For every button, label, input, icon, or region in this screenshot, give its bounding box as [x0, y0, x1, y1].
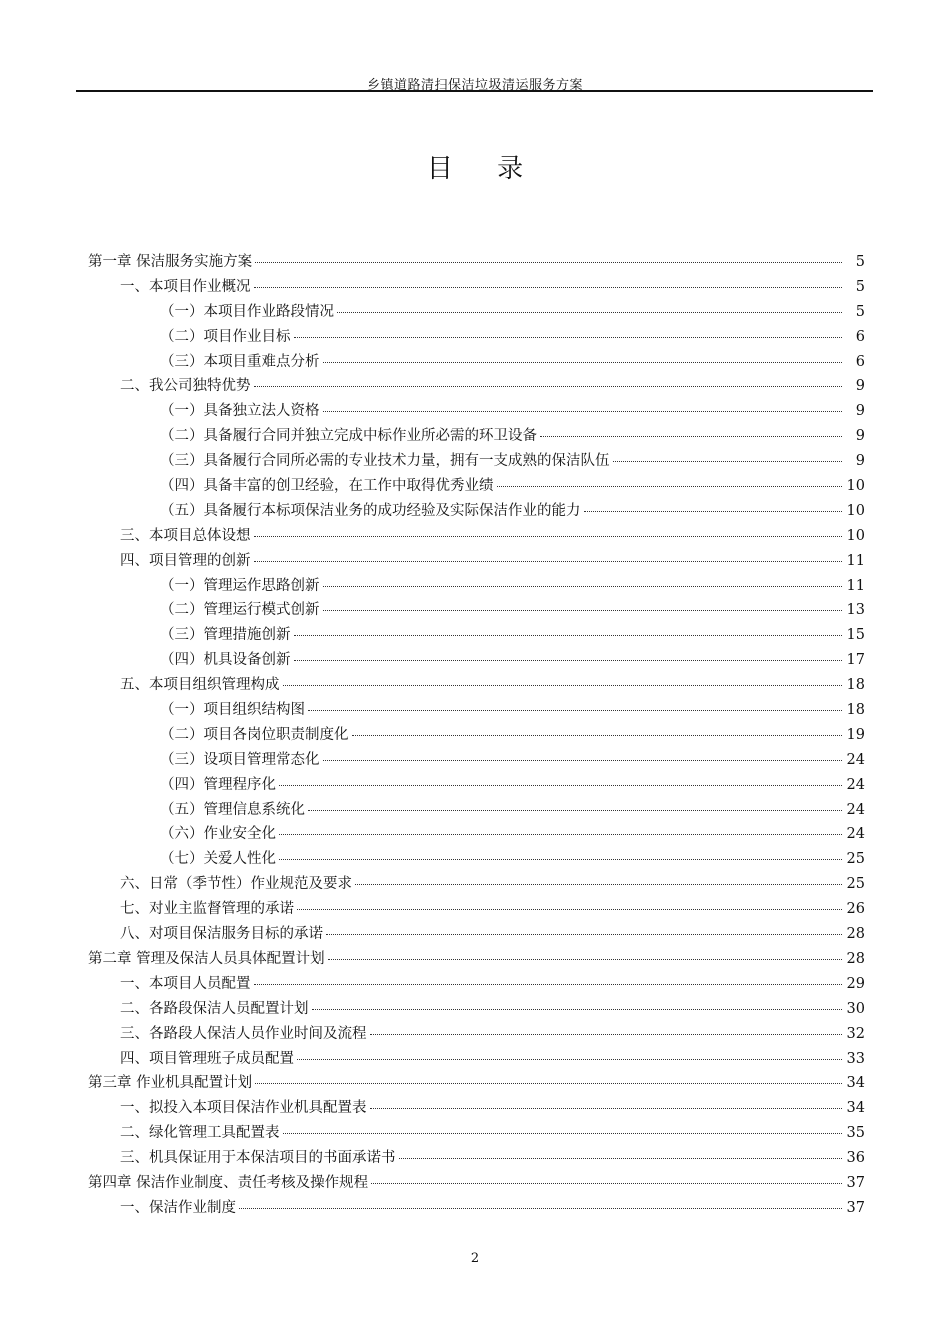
toc-dot-leader	[308, 810, 842, 811]
toc-entry[interactable]	[88, 374, 865, 399]
toc-entry[interactable]	[88, 1047, 865, 1072]
toc-entry-page: 29	[846, 975, 865, 992]
toc-dot-leader	[279, 859, 842, 860]
toc-entry[interactable]	[88, 1096, 865, 1121]
toc-entry-label: 四、项目管理班子成员配置	[120, 1050, 294, 1067]
toc-entry[interactable]	[88, 399, 865, 424]
toc-dot-leader	[540, 436, 842, 437]
toc-entry[interactable]	[88, 275, 865, 300]
toc-entry-page: 26	[846, 901, 865, 918]
toc-entry-label: 六、日常（季节性）作业规范及要求	[120, 876, 352, 893]
toc-entry-label: （四）机具设备创新	[160, 652, 291, 669]
toc-entry-page: 28	[846, 950, 865, 967]
toc-entry-label: 四、项目管理的创新	[120, 552, 251, 569]
toc-entry[interactable]	[88, 449, 865, 474]
toc-entry-page: 30	[846, 1000, 865, 1017]
toc-dot-leader	[355, 884, 842, 885]
toc-entry-label: （一）项目组织结构图	[160, 702, 305, 719]
toc-entry-label: 五、本项目组织管理构成	[120, 677, 280, 694]
toc-entry[interactable]	[88, 997, 865, 1022]
toc-dot-leader	[279, 834, 842, 835]
toc-entry-page: 24	[846, 751, 865, 768]
toc-entry-label: （三）本项目重难点分析	[160, 353, 320, 370]
toc-entry[interactable]	[88, 648, 865, 673]
toc-entry-label: （一）本项目作业路段情况	[160, 303, 334, 320]
toc-entry-page: 24	[846, 801, 865, 818]
toc-entry-label: 三、各路段人保洁人员作业时间及流程	[120, 1025, 367, 1042]
toc-entry[interactable]	[88, 250, 865, 275]
toc-entry[interactable]	[88, 549, 865, 574]
toc-entry[interactable]	[88, 897, 865, 922]
toc-entry-label: 第四章 保洁作业制度、责任考核及操作规程	[88, 1174, 369, 1191]
toc-dot-leader	[328, 959, 842, 960]
toc-entry-label: （五）管理信息系统化	[160, 801, 305, 818]
toc-dot-leader	[323, 586, 843, 587]
toc-dot-leader	[352, 735, 843, 736]
toc-entry-page: 37	[846, 1174, 865, 1191]
toc-entry[interactable]	[88, 1196, 865, 1221]
toc-entry-page: 5	[855, 254, 865, 270]
toc-entry-page: 6	[855, 353, 865, 370]
toc-entry-page: 9	[855, 378, 865, 395]
header-divider	[76, 90, 873, 92]
toc-entry-label: （七）关爱人性化	[160, 851, 276, 868]
toc-entry-page: 28	[846, 926, 865, 943]
toc-entry[interactable]	[88, 1171, 865, 1196]
toc-dot-leader	[308, 710, 842, 711]
toc-entry-page: 13	[846, 602, 865, 619]
toc-entry-page: 33	[846, 1050, 865, 1067]
toc-entry-label: 第二章 管理及保洁人员具体配置计划	[88, 950, 325, 967]
toc-entry-page: 5	[855, 278, 865, 295]
toc-entry-label: 一、本项目作业概况	[120, 278, 251, 295]
toc-entry[interactable]	[88, 1022, 865, 1047]
toc-entry-page: 34	[846, 1075, 865, 1092]
toc-entry[interactable]	[88, 723, 865, 748]
toc-entry-label: 一、拟投入本项目保洁作业机具配置表	[120, 1100, 367, 1117]
toc-entry[interactable]	[88, 524, 865, 549]
toc-entry-label: （一）管理运作思路创新	[160, 577, 320, 594]
toc-entry[interactable]	[88, 574, 865, 599]
toc-dot-leader	[399, 1158, 843, 1159]
toc-entry-label: （三）管理措施创新	[160, 627, 291, 644]
toc-entry-page: 37	[846, 1199, 865, 1216]
toc-dot-leader	[613, 461, 843, 462]
toc-entry[interactable]	[88, 1121, 865, 1146]
toc-entry[interactable]	[88, 748, 865, 773]
toc-dot-leader	[323, 760, 843, 761]
toc-entry-page: 19	[846, 726, 865, 743]
toc-entry-label: （二）项目作业目标	[160, 328, 291, 345]
toc-entry-label: 三、机具保证用于本保洁项目的书面承诺书	[120, 1150, 396, 1167]
toc-dot-leader	[370, 1034, 843, 1035]
toc-entry[interactable]	[88, 922, 865, 947]
toc-entry[interactable]	[88, 325, 865, 350]
toc-dot-leader	[323, 610, 843, 611]
toc-dot-leader	[337, 312, 842, 313]
toc-dot-leader	[254, 984, 843, 985]
toc-entry[interactable]	[88, 822, 865, 847]
toc-dot-leader	[326, 934, 842, 935]
toc-dot-leader	[255, 1083, 842, 1084]
toc-dot-leader	[254, 386, 843, 387]
toc-entry-page: 10	[846, 502, 865, 519]
toc-entry[interactable]	[88, 474, 865, 499]
toc-entry[interactable]	[88, 424, 865, 449]
toc-entry-page: 24	[846, 826, 865, 843]
toc-dot-leader	[312, 1009, 843, 1010]
toc-dot-leader	[294, 635, 843, 636]
running-header-title: 乡镇道路清扫保洁垃圾清运服务方案	[366, 78, 583, 93]
toc-entry-page: 17	[846, 652, 865, 669]
toc-entry[interactable]	[88, 673, 865, 698]
toc-entry-label: 二、我公司独特优势	[120, 378, 251, 395]
toc-entry[interactable]	[88, 872, 865, 897]
toc-entry-page: 18	[846, 702, 865, 719]
toc-dot-leader	[255, 262, 842, 263]
toc-entry[interactable]	[88, 1146, 865, 1171]
toc-entry[interactable]	[88, 972, 865, 997]
toc-entry[interactable]	[88, 300, 865, 325]
toc-entry[interactable]	[88, 798, 865, 823]
toc-dot-leader	[297, 909, 842, 910]
toc-entry-page: 36	[846, 1150, 865, 1167]
page-number: 2	[470, 1251, 480, 1266]
toc-entry-page: 18	[846, 677, 865, 694]
toc-dot-leader	[294, 660, 843, 661]
toc-entry-page: 9	[855, 453, 865, 470]
toc-entry-page: 9	[855, 403, 865, 420]
toc-dot-leader	[283, 1133, 843, 1134]
toc-entry-page: 10	[846, 527, 865, 544]
toc-entry-page: 11	[846, 577, 865, 594]
toc-entry-label: 第一章 保洁服务实施方案	[88, 254, 253, 270]
toc-entry-label: 七、对业主监督管理的承诺	[120, 901, 294, 918]
toc-dot-leader	[297, 1059, 842, 1060]
toc-entry-page: 6	[855, 328, 865, 345]
toc-dot-leader	[254, 536, 843, 537]
toc-entry-label: 三、本项目总体设想	[120, 527, 251, 544]
toc-entry-label: （五）具备履行本标项保洁业务的成功经验及实际保洁作业的能力	[160, 502, 581, 519]
toc-entry[interactable]	[88, 698, 865, 723]
toc-entry-label: 二、各路段保洁人员配置计划	[120, 1000, 309, 1017]
toc-dot-leader	[371, 1183, 842, 1184]
toc-heading: 目 录	[426, 154, 542, 184]
toc-entry-label: （四）具备丰富的创卫经验，在工作中取得优秀业绩	[160, 478, 494, 495]
toc-entry-label: （二）管理运行模式创新	[160, 602, 320, 619]
toc-entry-page: 11	[846, 552, 865, 569]
toc-entry[interactable]	[88, 947, 865, 972]
toc-entry-page: 15	[846, 627, 865, 644]
toc-dot-leader	[254, 561, 843, 562]
toc-entry[interactable]	[88, 1071, 865, 1096]
toc-dot-leader	[239, 1208, 842, 1209]
toc-entry-page: 34	[846, 1100, 865, 1117]
toc-entry-label: （三）设项目管理常态化	[160, 751, 320, 768]
toc-entry-label: 一、本项目人员配置	[120, 975, 251, 992]
table-of-contents	[88, 250, 865, 1221]
toc-entry-page: 25	[846, 876, 865, 893]
toc-entry-label: （三）具备履行合同所必需的专业技术力量，拥有一支成熟的保洁队伍	[160, 453, 610, 470]
toc-entry-label: 八、对项目保洁服务目标的承诺	[120, 926, 323, 943]
toc-entry-label: （六）作业安全化	[160, 826, 276, 843]
toc-dot-leader	[323, 362, 843, 363]
toc-entry-page: 10	[846, 478, 865, 495]
toc-entry-page: 5	[855, 303, 865, 320]
toc-dot-leader	[283, 685, 843, 686]
toc-dot-leader	[279, 785, 842, 786]
toc-entry[interactable]	[88, 623, 865, 648]
toc-entry-page: 9	[855, 428, 865, 445]
toc-entry[interactable]	[88, 847, 865, 872]
toc-entry-page: 35	[846, 1125, 865, 1142]
toc-entry[interactable]	[88, 598, 865, 623]
toc-entry-label: （二）项目各岗位职责制度化	[160, 726, 349, 743]
toc-dot-leader	[323, 411, 843, 412]
toc-entry-label: 一、保洁作业制度	[120, 1199, 236, 1216]
toc-dot-leader	[294, 337, 843, 338]
toc-entry-label: （二）具备履行合同并独立完成中标作业所必需的环卫设备	[160, 428, 537, 445]
toc-entry-page: 24	[846, 776, 865, 793]
toc-entry-page: 32	[846, 1025, 865, 1042]
toc-dot-leader	[584, 511, 843, 512]
toc-entry[interactable]	[88, 499, 865, 524]
toc-dot-leader	[497, 486, 843, 487]
toc-dot-leader	[370, 1108, 843, 1109]
toc-entry[interactable]	[88, 773, 865, 798]
toc-entry-label: （一）具备独立法人资格	[160, 403, 320, 420]
toc-entry-label: （四）管理程序化	[160, 776, 276, 793]
toc-entry-label: 第三章 作业机具配置计划	[88, 1075, 253, 1092]
toc-dot-leader	[254, 287, 843, 288]
toc-entry-page: 25	[846, 851, 865, 868]
toc-entry[interactable]	[88, 350, 865, 375]
toc-entry-label: 二、绿化管理工具配置表	[120, 1125, 280, 1142]
